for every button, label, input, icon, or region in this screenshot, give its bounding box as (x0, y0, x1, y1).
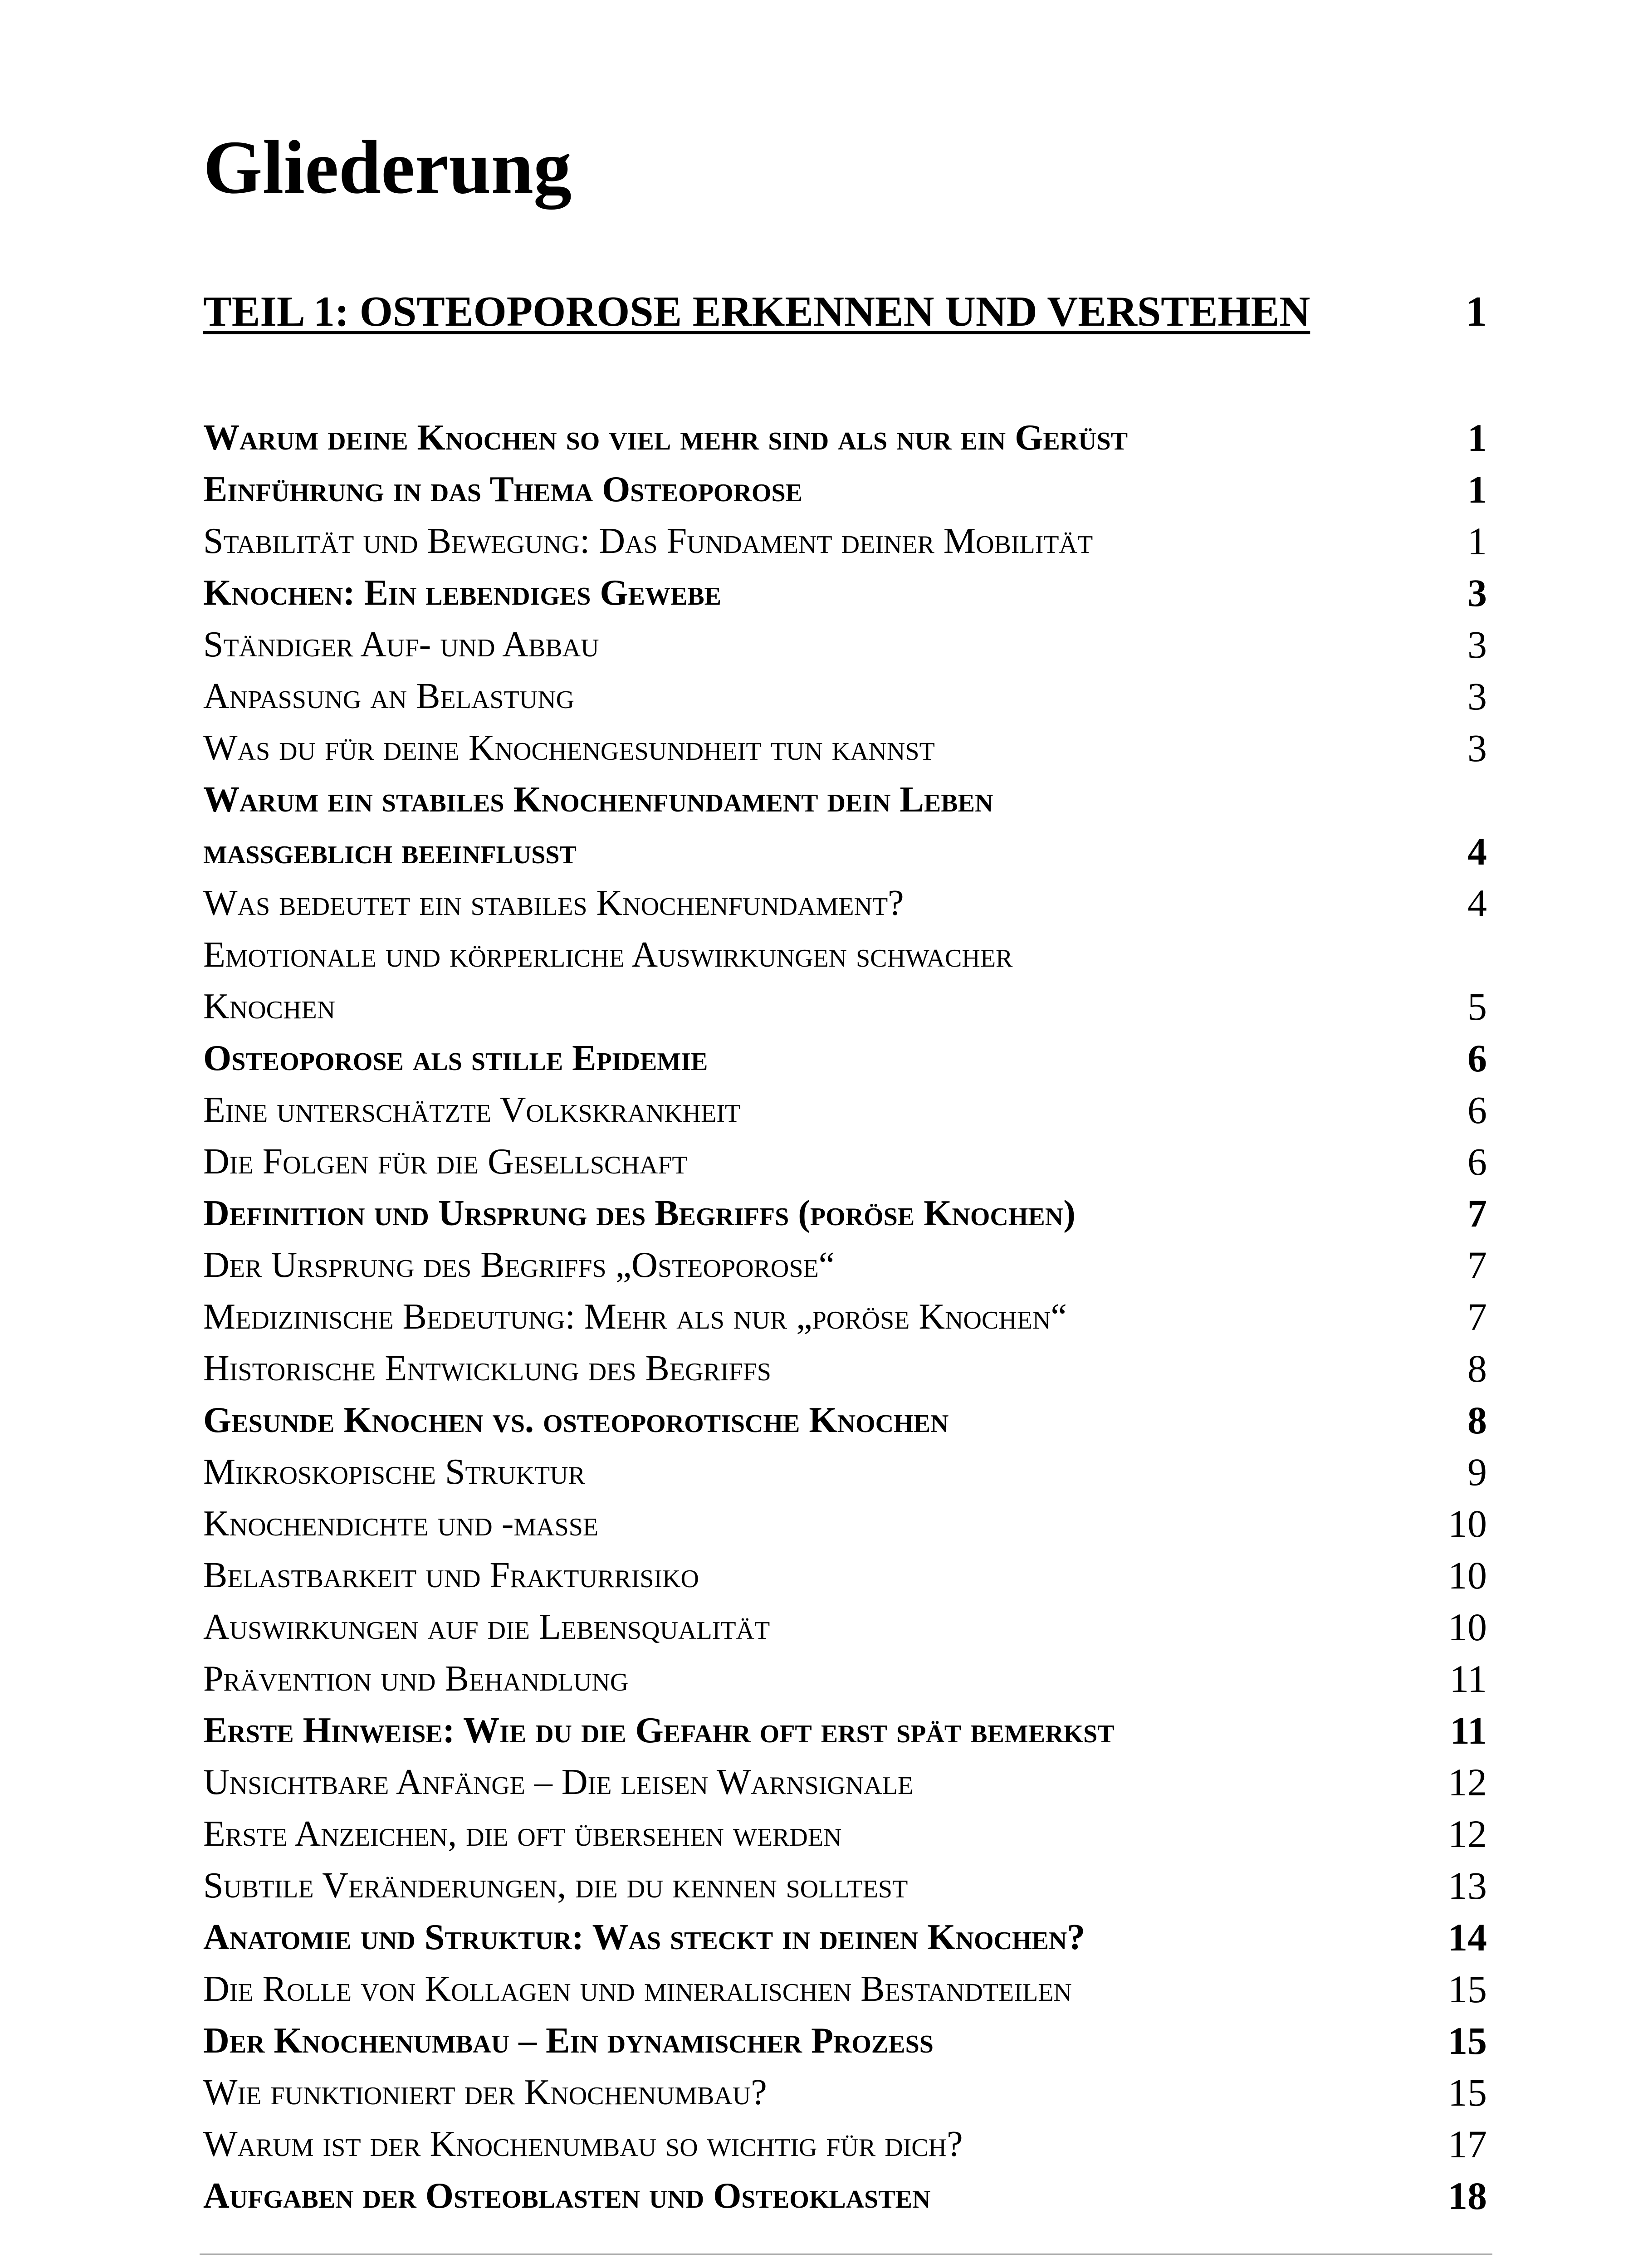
toc-entry-label: Aufgaben der Osteoblasten und Osteoklasten (203, 2176, 931, 2216)
toc-entry-label: Definition und Ursprung des Begriffs (poröse Knochen) (203, 1193, 1076, 1233)
part-heading-label: TEIL 1: OSTEOPOROSE ERKENNEN UND VERSTEHEN (203, 288, 1310, 335)
toc-entry (203, 2015, 1487, 2067)
toc-entry (203, 412, 1487, 464)
toc-entry-page: 7 (1467, 1243, 1487, 1287)
toc-entry (203, 567, 1487, 619)
toc-entry-page: 14 (1448, 1916, 1487, 1959)
toc-entry-page: 9 (1467, 1450, 1487, 1494)
toc-entry-page: 12 (1448, 1760, 1487, 1804)
toc-entry-label: Knochendichte und -masse (203, 1504, 599, 1544)
toc-entry-label: Knochen: Ein lebendiges Gewebe (203, 573, 722, 613)
bottom-divider (200, 2253, 1492, 2255)
toc-entry-label: Was bedeutet ein stabiles Knochenfundament? (203, 883, 904, 923)
toc-entry-label: Ständiger Auf- und Abbau (203, 625, 599, 665)
toc-entry-label: Warum deine Knochen so viel mehr sind als nur ein Gerüst (203, 418, 1128, 458)
toc-entry (203, 1963, 1487, 2015)
toc-entry-label: Eine unterschätzte Volkskrankheit (203, 1090, 741, 1130)
toc-entry-label: Auswirkungen auf die Lebensqualität (203, 1607, 770, 1647)
toc-entry (203, 774, 1487, 826)
page-title: Gliederung (203, 125, 572, 210)
toc-entry-page: 10 (1448, 1502, 1487, 1545)
toc-entry-label: Erste Anzeichen, die oft übersehen werden (203, 1814, 842, 1854)
toc-entry-page: 6 (1467, 1088, 1487, 1132)
toc-entry-page: 8 (1467, 1398, 1487, 1442)
toc-entry (203, 826, 1487, 877)
toc-entry-label: Was du für deine Knochengesundheit tun kannst (203, 728, 935, 768)
toc-entry-label: Stabilität und Bewegung: Das Fundament deiner Mobilität (203, 521, 1093, 561)
toc-entry-page: 11 (1449, 1657, 1487, 1701)
toc-entry-label: Der Knochenumbau – Ein dynamischer Prozess (203, 2021, 934, 2061)
toc-entry-page: 11 (1450, 1709, 1487, 1752)
toc-entry-page: 15 (1448, 1967, 1487, 2011)
toc-entry-page: 3 (1467, 571, 1487, 615)
toc-entry (203, 1136, 1487, 1188)
toc-entry (203, 1549, 1487, 1601)
toc-entry (203, 1498, 1487, 1549)
toc-entry (203, 1756, 1487, 1808)
toc-entry-page: 17 (1448, 2122, 1487, 2166)
table-of-contents (203, 412, 1487, 2222)
toc-entry-label: Emotionale und körperliche Auswirkungen schwacher (203, 935, 1013, 975)
toc-entry-page: 6 (1467, 1036, 1487, 1080)
toc-entry (203, 981, 1487, 1032)
toc-entry (203, 1291, 1487, 1343)
toc-entry-label: maßgeblich beeinflusst (203, 831, 577, 871)
toc-entry (203, 1446, 1487, 1498)
toc-entry (203, 1705, 1487, 1756)
toc-entry (203, 1808, 1487, 1860)
toc-entry-label: Unsichtbare Anfänge – Die leisen Warnsignale (203, 1762, 914, 1802)
toc-entry-label: Prävention und Behandlung (203, 1659, 629, 1699)
toc-entry-label: Knochen (203, 987, 336, 1026)
toc-entry (203, 1653, 1487, 1705)
toc-entry-page: 1 (1467, 519, 1487, 563)
toc-entry-page: 3 (1467, 675, 1487, 718)
toc-entry (203, 1188, 1487, 1239)
toc-entry-page: 8 (1467, 1347, 1487, 1390)
toc-entry-page: 15 (1448, 2071, 1487, 2114)
toc-entry (203, 1032, 1487, 1084)
toc-entry-label: Wie funktioniert der Knochenumbau? (203, 2072, 767, 2112)
toc-entry (203, 619, 1487, 670)
toc-entry-label: Warum ist der Knochenumbau so wichtig für dich? (203, 2124, 963, 2164)
toc-entry-page: 6 (1467, 1140, 1487, 1183)
toc-entry (203, 1239, 1487, 1291)
toc-entry-page: 7 (1467, 1295, 1487, 1339)
toc-entry-page: 1 (1467, 468, 1487, 511)
toc-entry (203, 1911, 1487, 1963)
toc-entry-label: Anpassung an Belastung (203, 676, 575, 716)
toc-entry-page: 1 (1467, 416, 1487, 459)
toc-entry-label: Erste Hinweise: Wie du die Gefahr oft erst spät bemerkst (203, 1711, 1115, 1750)
toc-entry-label: Historische Entwicklung des Begriffs (203, 1349, 771, 1388)
toc-entry (203, 670, 1487, 722)
toc-entry (203, 1084, 1487, 1136)
toc-entry-label: Osteoporose als stille Epidemie (203, 1038, 708, 1078)
toc-entry-label: Warum ein stabiles Knochenfundament dein Leben (203, 780, 993, 820)
toc-entry-page: 4 (1467, 830, 1487, 873)
toc-entry-label: Gesunde Knochen vs. osteoporotische Knochen (203, 1400, 949, 1440)
toc-entry (203, 2067, 1487, 2118)
toc-entry (203, 722, 1487, 774)
toc-entry-page: 7 (1467, 1192, 1487, 1235)
toc-entry-page: 3 (1467, 623, 1487, 666)
toc-entry (203, 2170, 1487, 2222)
toc-entry-page: 15 (1448, 2019, 1487, 2063)
toc-entry (203, 929, 1487, 981)
toc-entry-label: Die Folgen für die Gesellschaft (203, 1142, 688, 1182)
toc-entry-label: Medizinische Bedeutung: Mehr als nur „poröse Knochen“ (203, 1297, 1067, 1337)
toc-entry (203, 2118, 1487, 2170)
toc-entry-label: Subtile Veränderungen, die du kennen solltest (203, 1866, 908, 1906)
toc-entry (203, 464, 1487, 515)
toc-entry-page: 5 (1467, 985, 1487, 1028)
toc-entry-label: Belastbarkeit und Frakturrisiko (203, 1555, 699, 1595)
toc-entry-page: 18 (1448, 2174, 1487, 2218)
toc-entry-page: 10 (1448, 1554, 1487, 1597)
toc-entry (203, 1601, 1487, 1653)
toc-entry-label: Einführung in das Thema Osteoporose (203, 469, 802, 509)
toc-entry-page: 12 (1448, 1812, 1487, 1856)
part-heading-page: 1 (1466, 288, 1487, 335)
toc-entry-page: 13 (1448, 1864, 1487, 1907)
toc-entry (203, 877, 1487, 929)
toc-entry (203, 1394, 1487, 1446)
toc-entry-label: Die Rolle von Kollagen und mineralischen Bestandteilen (203, 1969, 1072, 2009)
toc-entry-page: 3 (1467, 726, 1487, 770)
toc-entry-page: 4 (1467, 881, 1487, 925)
part-heading (203, 290, 1487, 333)
toc-entry (203, 515, 1487, 567)
toc-entry-label: Mikroskopische Struktur (203, 1452, 585, 1492)
toc-entry (203, 1860, 1487, 1911)
toc-entry-label: Anatomie und Struktur: Was steckt in deinen Knochen? (203, 1917, 1085, 1957)
toc-entry-label: Der Ursprung des Begriffs „Osteoporose“ (203, 1245, 835, 1285)
toc-entry (203, 1343, 1487, 1394)
toc-entry-page: 10 (1448, 1605, 1487, 1649)
